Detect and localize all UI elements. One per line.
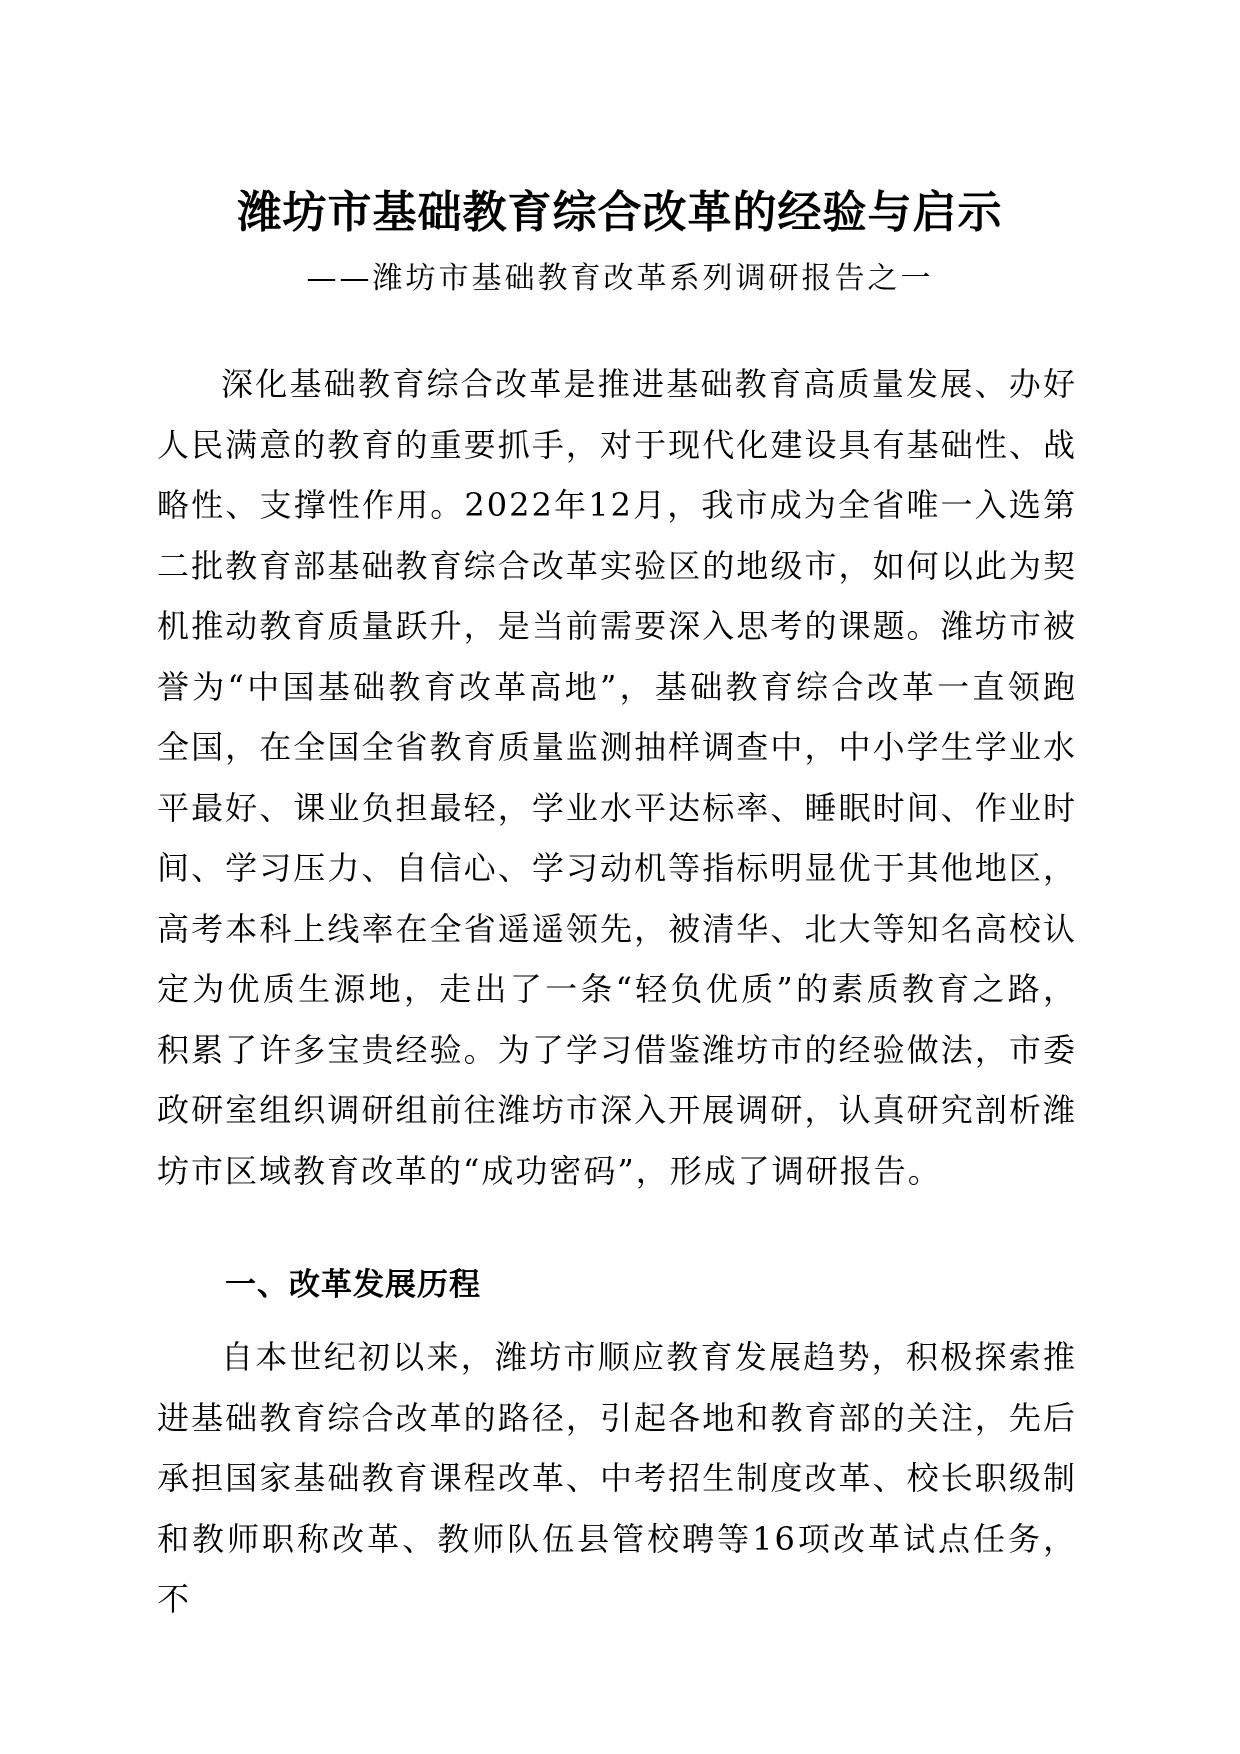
section-paragraph: 自本世纪初以来，潍坊市顺应教育发展趋势，积极探索推进基础教育综合改革的路径，引起各地和教育部的关注，先后承担国家基础教育课程改革、中考招生制度改革、校长职级制和教师职称改革、教师队伍县管校聘等16项改革试点任务，不	[157, 1338, 1077, 1618]
intro-paragraph: 深化基础教育综合改革是推进基础教育高质量发展、办好人民满意的教育的重要抓手，对于现代化建设具有基础性、战略性、支撑性作用。2022年12月，我市成为全省唯一入选第二批教育部基础教育综合改革实验区的地级市，如何以此为契机推动教育质量跃升，是当前需要深入思考的课题。潍坊市被誉为“中国基础教育改革高地”，基础教育综合改革一直领跑全国，在全国全省教育质量监测抽样调查中，中小学生学业水平最好、课业负担最轻，学业水平达标率、睡眠时间、作业时间、学习压力、自信心、学习动机等指标明显优于其他地区，高考本科上线率在全省遥遥领先，被清华、北大等知名高校认定为优质生源地，走出了一条“轻负优质”的素质教育之路，积累了许多宝贵经验。为了学习借鉴潍坊市的经验做法，市委政研室组织调研组前往潍坊市深入开展调研，认真研究剖析潍坊市区域教育改革的“成功密码”，形成了调研报告。	[157, 365, 1077, 1190]
document-subtitle: ——潍坊市基础教育改革系列调研报告之一	[306, 261, 934, 296]
section-heading: 一、改革发展历程	[225, 1267, 481, 1303]
document-title: 潍坊市基础教育综合改革的经验与启示	[237, 187, 1003, 238]
